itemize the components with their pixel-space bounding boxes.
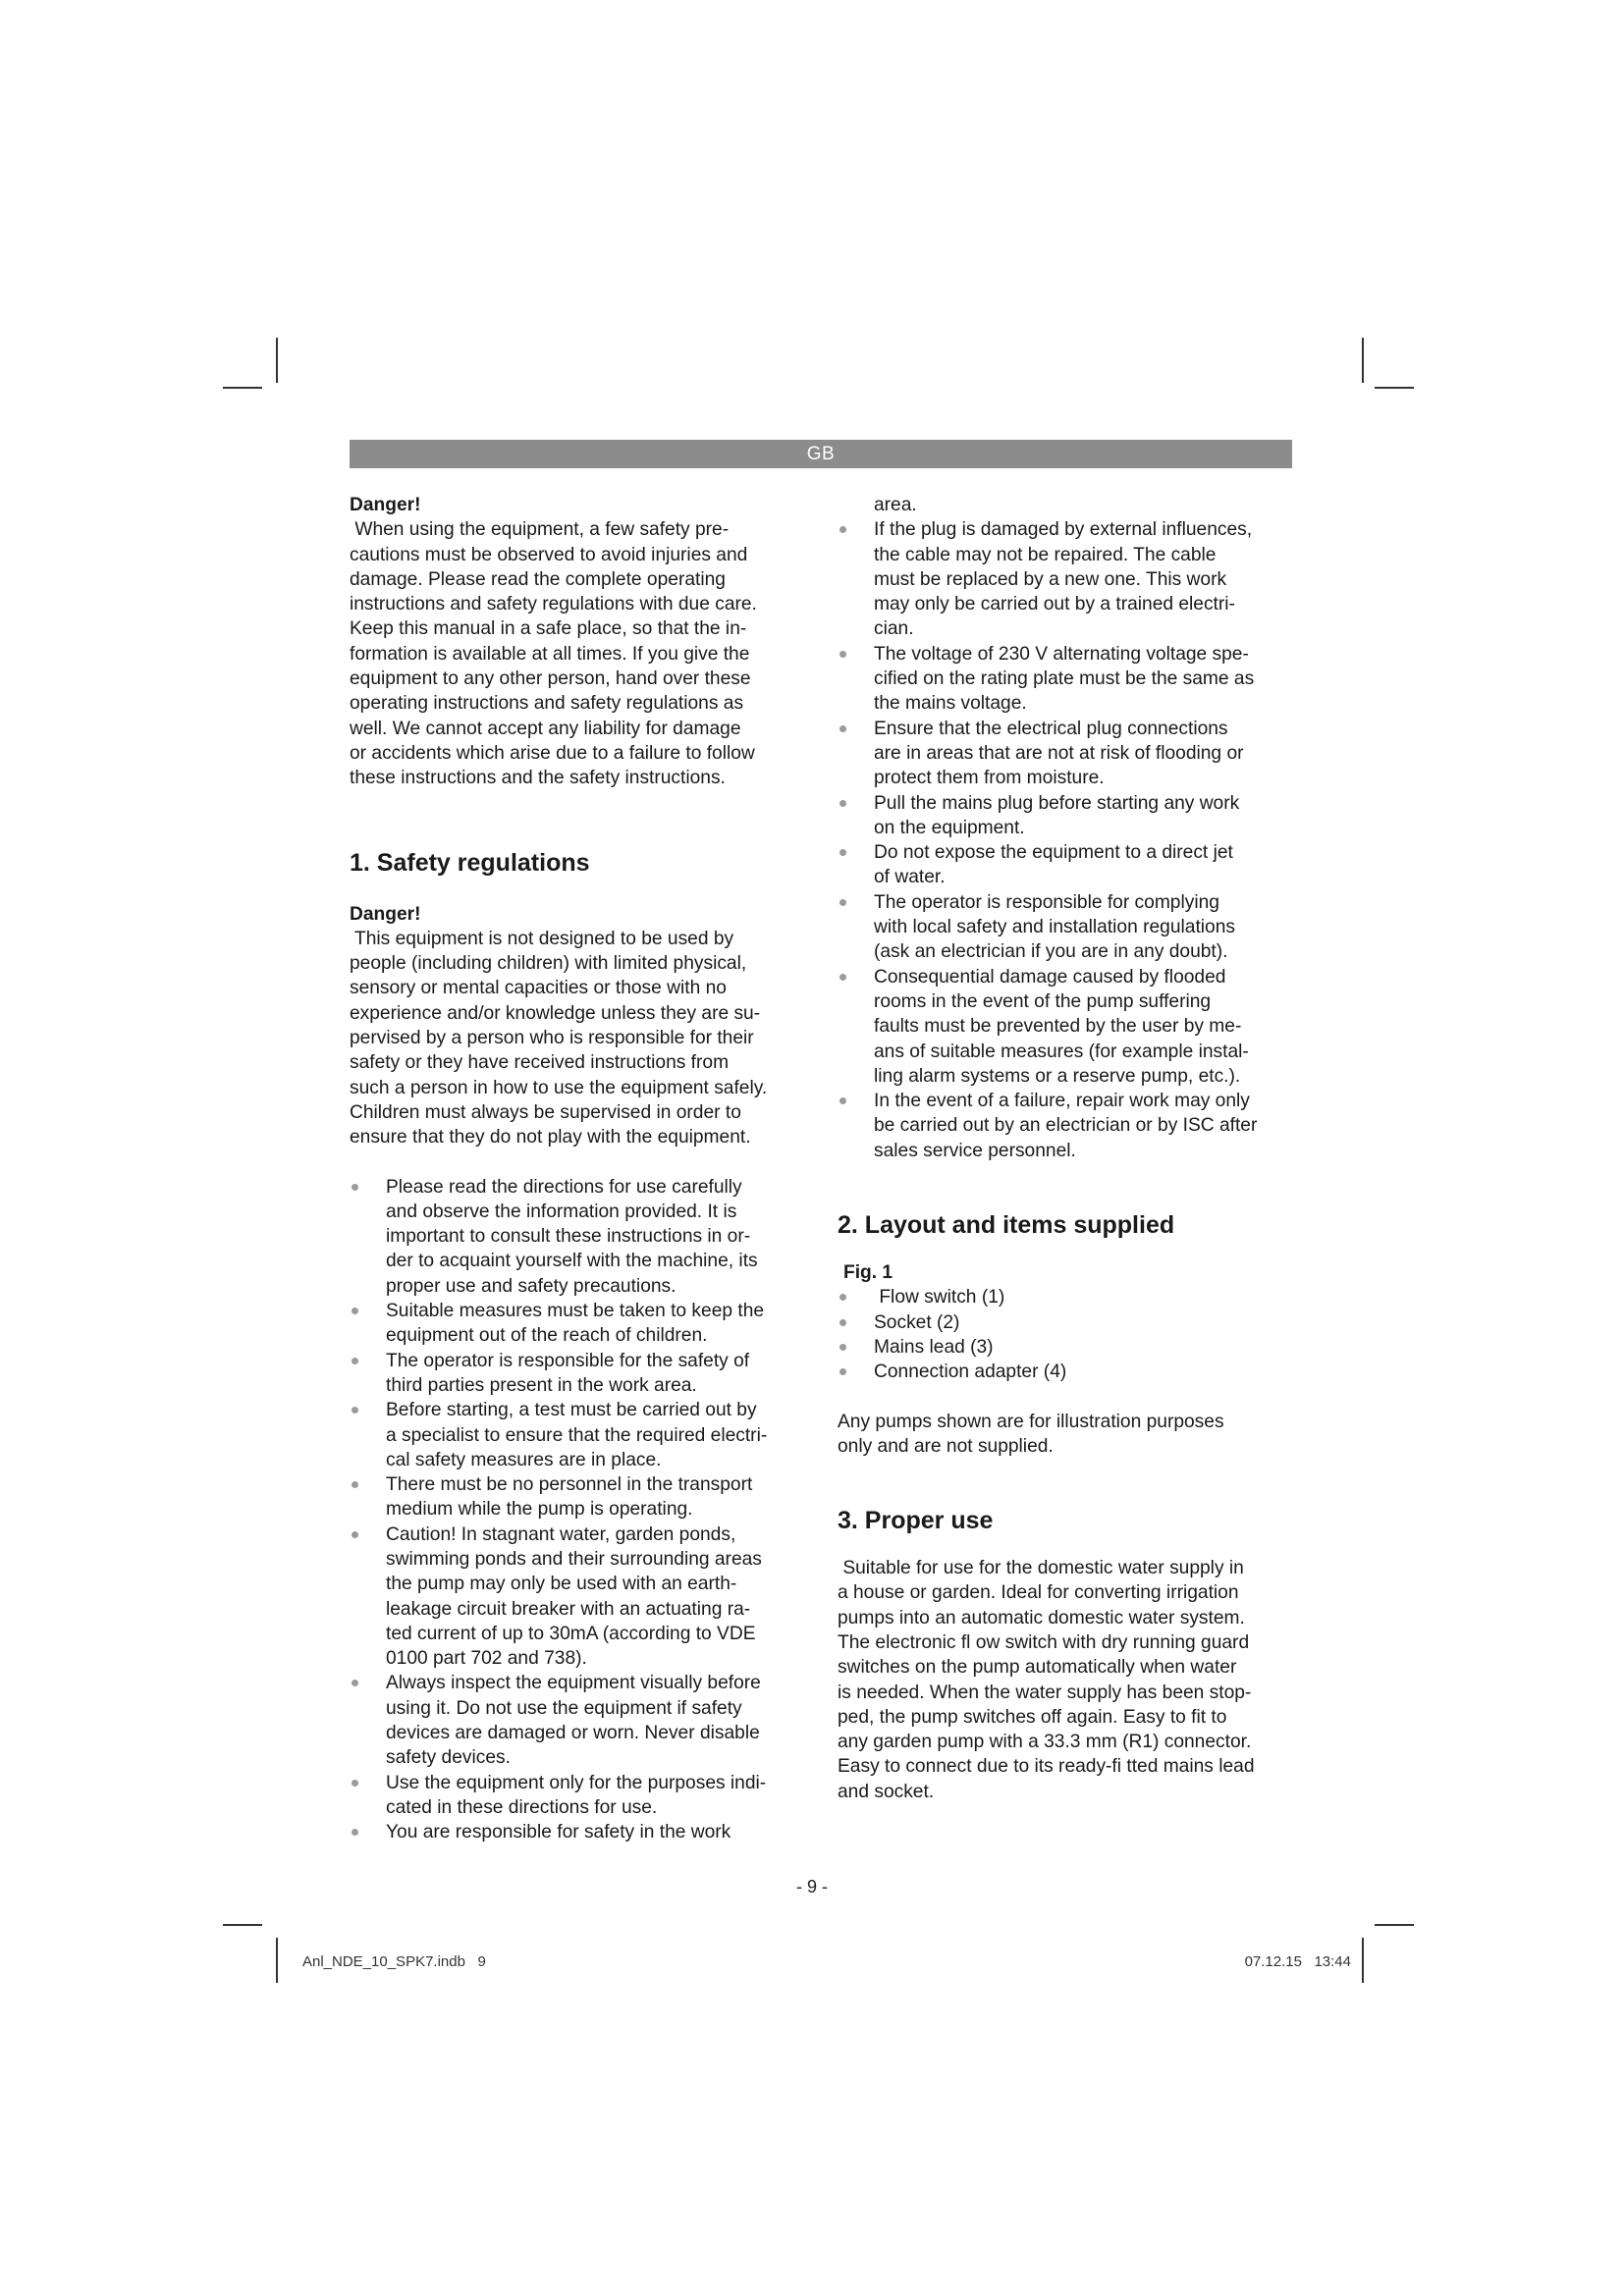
text-line: (ask an electrician if you are in any doubt). — [874, 941, 1228, 963]
text-line: of water. — [874, 867, 946, 888]
text-line: ling alarm systems or a reserve pump, etc.). — [874, 1065, 1241, 1087]
text-line: equipment out of the reach of children. — [386, 1325, 708, 1347]
list-item — [350, 1349, 804, 1399]
text-line: Easy to connect due to its ready-fi tted mains lead — [838, 1756, 1255, 1778]
crop-mark — [1362, 338, 1364, 383]
text-line: Suitable measures must be taken to keep the — [386, 1301, 765, 1322]
section-title-layout: 2. Layout and items supplied — [838, 1211, 1175, 1240]
text-line: pumps into an automatic domestic water system. — [838, 1607, 1245, 1629]
item-label: Socket (2) — [874, 1311, 960, 1333]
text-line: sensory or mental capacities or those with no — [350, 978, 727, 999]
text-line: In the event of a failure, repair work may only — [874, 1091, 1250, 1112]
text-line: The voltage of 230 V alternating voltage spe- — [874, 643, 1249, 665]
footer-file-name: Anl_NDE_10_SPK7.indb 9 — [302, 1953, 486, 1970]
text-line: proper use and safety precautions. — [386, 1275, 677, 1297]
crop-mark — [1362, 1938, 1364, 1983]
text-line: The operator is responsible for complying — [874, 891, 1219, 913]
text-line: devices are damaged or worn. Never disable — [386, 1723, 760, 1744]
text-line: swimming ponds and their surrounding areas — [386, 1548, 762, 1570]
text-line: ensure that they do not play with the equipment. — [350, 1127, 751, 1148]
text-line: sales service personnel. — [874, 1140, 1076, 1161]
language-bar — [350, 440, 1292, 468]
text-line: ted current of up to 30mA (according to VDE — [386, 1623, 756, 1644]
text-line: cian. — [874, 618, 914, 640]
text-line: people (including children) with limited physical, — [350, 953, 747, 975]
text-line: Suitable for use for the domestic water supply in — [838, 1558, 1244, 1579]
bullet-icon — [839, 899, 846, 906]
crop-mark — [276, 338, 278, 383]
text-line: You are responsible for safety in the work — [386, 1822, 731, 1843]
figure-label: Fig. 1 — [843, 1262, 893, 1284]
text-line: der to acquaint yourself with the machine, its — [386, 1251, 758, 1272]
bullet-icon — [839, 1097, 846, 1104]
text-line: Before starting, a test must be carried out by — [386, 1400, 757, 1421]
items-supplied-list — [838, 1285, 1292, 1384]
bullet-icon — [352, 1680, 358, 1686]
text-line: ans of suitable measures (for example instal- — [874, 1041, 1249, 1062]
footer-timestamp: 07.12.15 13:44 — [1244, 1953, 1351, 1970]
bullet-icon — [352, 1780, 358, 1787]
text-line: with local safety and installation regulations — [874, 917, 1235, 938]
illustration-note — [838, 1410, 1292, 1460]
crop-mark — [1375, 1924, 1414, 1926]
text-line: The electronic fl ow switch with dry running guard — [838, 1631, 1250, 1653]
text-line: protect them from moisture. — [874, 768, 1105, 789]
text-line: only and are not supplied. — [838, 1435, 1054, 1457]
item-label: Connection adapter (4) — [874, 1362, 1067, 1383]
bullet-icon — [352, 1358, 358, 1364]
text-line: the mains voltage. — [874, 693, 1027, 715]
text-line: these instructions and the safety instructions. — [350, 768, 726, 789]
text-line: a house or garden. Ideal for converting irrigation — [838, 1582, 1239, 1604]
page-number: - 9 - — [795, 1877, 828, 1896]
text-line: rooms in the event of the pump suffering — [874, 990, 1212, 1012]
intro-paragraph — [350, 517, 804, 790]
list-item — [350, 1522, 804, 1672]
bullet-icon — [352, 1481, 358, 1488]
text-line: There must be no personnel in the transport — [386, 1474, 753, 1496]
text-line: Do not expose the equipment to a direct jet — [874, 842, 1233, 864]
bullet-icon — [839, 800, 846, 807]
bullet-icon — [839, 725, 846, 732]
bullet-icon — [352, 1531, 358, 1538]
text-line: medium while the pump is operating. — [386, 1499, 693, 1521]
text-line: experience and/or knowledge unless they are su- — [350, 1002, 761, 1024]
list-item — [350, 1398, 804, 1472]
text-line: Ensure that the electrical plug connections — [874, 718, 1228, 739]
text-line: Use the equipment only for the purposes indi- — [386, 1772, 767, 1793]
list-item — [350, 1472, 804, 1522]
text-line: operating instructions and safety regulations as — [350, 693, 744, 715]
bullet-icon — [839, 974, 846, 981]
text-line: on the equipment. — [874, 817, 1025, 838]
list-item — [350, 1671, 804, 1770]
text-line: Pull the mains plug before starting any work — [874, 792, 1240, 814]
text-line: ped, the pump switches off again. Easy to fit to — [838, 1706, 1227, 1728]
text-line: must be replaced by a new one. This work — [874, 568, 1227, 590]
list-item — [838, 642, 1292, 717]
safety-bullet-list-continued — [838, 517, 1292, 1163]
text-line: Children must always be supervised in order to — [350, 1101, 741, 1123]
danger-heading: Danger! — [350, 495, 421, 515]
text-line: are in areas that are not at risk of flooding or — [874, 742, 1244, 764]
crop-mark — [223, 387, 262, 389]
list-item — [838, 717, 1292, 791]
text-line: pervised by a person who is responsible for their — [350, 1028, 754, 1049]
list-item — [838, 791, 1292, 841]
text-line: cal safety measures are in place. — [386, 1449, 662, 1470]
text-line: a specialist to ensure that the required electri- — [386, 1424, 768, 1446]
text-line: cified on the rating plate must be the same as — [874, 668, 1255, 690]
text-line: important to consult these instructions in or- — [386, 1226, 751, 1248]
bullet-icon — [352, 1407, 358, 1414]
left-column — [350, 491, 804, 1845]
text-line: Caution! In stagnant water, garden ponds, — [386, 1523, 736, 1545]
bullet-icon — [839, 526, 846, 533]
text-line: damage. Please read the complete operating — [350, 568, 726, 590]
text-line: and socket. — [838, 1781, 935, 1802]
text-line: switches on the pump automatically when water — [838, 1657, 1237, 1679]
text-line: the cable may not be repaired. The cable — [874, 544, 1217, 565]
text-line: such a person in how to use the equipment safely. — [350, 1077, 768, 1098]
proper-use-paragraph — [838, 1556, 1292, 1804]
text-line: and observe the information provided. It is — [386, 1201, 737, 1222]
text-line: cated in these directions for use. — [386, 1796, 658, 1818]
crop-mark — [276, 1938, 278, 1983]
text-line: leakage circuit breaker with an actuating ra- — [386, 1598, 751, 1620]
list-item — [350, 1299, 804, 1349]
bullet-icon — [839, 1344, 846, 1351]
list-item — [838, 890, 1292, 965]
text-line: If the plug is damaged by external influences, — [874, 519, 1253, 541]
text-line: Always inspect the equipment visually before — [386, 1673, 761, 1694]
text-line: Consequential damage caused by flooded — [874, 966, 1226, 988]
text-line: instructions and safety regulations with due care. — [350, 594, 757, 615]
danger-paragraph — [350, 927, 804, 1150]
language-code: GB — [806, 444, 836, 464]
list-item — [350, 1820, 804, 1844]
continuation-text: area. — [874, 495, 917, 515]
danger-heading: Danger! — [350, 903, 421, 925]
list-item — [838, 1285, 1292, 1309]
right-column — [838, 491, 1292, 1804]
list-item — [350, 1771, 804, 1821]
bullet-icon — [839, 849, 846, 856]
section-title-proper-use: 3. Proper use — [838, 1507, 994, 1535]
list-item — [838, 517, 1292, 641]
bullet-icon — [352, 1829, 358, 1836]
text-line: faults must be prevented by the user by me- — [874, 1016, 1242, 1038]
bullet-icon — [352, 1308, 358, 1314]
text-line: the pump may only be used with an earth- — [386, 1574, 737, 1595]
list-item — [838, 1335, 1292, 1360]
bullet-icon — [352, 1184, 358, 1191]
text-line: When using the equipment, a few safety pre- — [350, 519, 730, 541]
text-line: third parties present in the work area. — [386, 1374, 697, 1396]
item-label: Flow switch (1) — [874, 1287, 1005, 1308]
crop-mark — [1375, 387, 1414, 389]
text-line: This equipment is not designed to be used by — [350, 928, 734, 949]
bullet-icon — [839, 1368, 846, 1375]
bullet-icon — [839, 1319, 846, 1326]
list-item — [838, 965, 1292, 1089]
text-line: be carried out by an electrician or by ISC after — [874, 1115, 1258, 1137]
list-item — [838, 1360, 1292, 1384]
text-line: Keep this manual in a safe place, so that the in- — [350, 618, 747, 640]
item-label: Mains lead (3) — [874, 1336, 994, 1358]
text-line: safety devices. — [386, 1747, 511, 1769]
crop-mark — [223, 1924, 262, 1926]
text-line: well. We cannot accept any liability for damage — [350, 718, 741, 739]
text-line: or accidents which arise due to a failure to follow — [350, 742, 755, 764]
text-line: equipment to any other person, hand over these — [350, 668, 751, 690]
text-line: safety or they have received instructions from — [350, 1052, 730, 1074]
list-item — [350, 1175, 804, 1299]
list-item — [838, 1089, 1292, 1163]
text-line: The operator is responsible for the safety of — [386, 1350, 750, 1371]
list-item — [838, 840, 1292, 890]
text-line: cautions must be observed to avoid injuries and — [350, 544, 748, 565]
safety-bullet-list — [350, 1175, 804, 1845]
text-line: any garden pump with a 33.3 mm (R1) connector. — [838, 1732, 1252, 1753]
section-title-safety: 1. Safety regulations — [350, 848, 590, 877]
bullet-icon — [839, 1294, 846, 1301]
text-line: formation is available at all times. If you give the — [350, 643, 750, 665]
text-line: Any pumps shown are for illustration purposes — [838, 1411, 1224, 1432]
text-line: using it. Do not use the equipment if safety — [386, 1697, 742, 1719]
text-line: 0100 part 702 and 738). — [386, 1648, 587, 1670]
text-line: Please read the directions for use carefully — [386, 1176, 742, 1198]
list-item — [838, 1310, 1292, 1335]
text-line: may only be carried out by a trained electri- — [874, 594, 1235, 615]
text-line: is needed. When the water supply has been stop- — [838, 1682, 1252, 1703]
bullet-icon — [839, 651, 846, 658]
